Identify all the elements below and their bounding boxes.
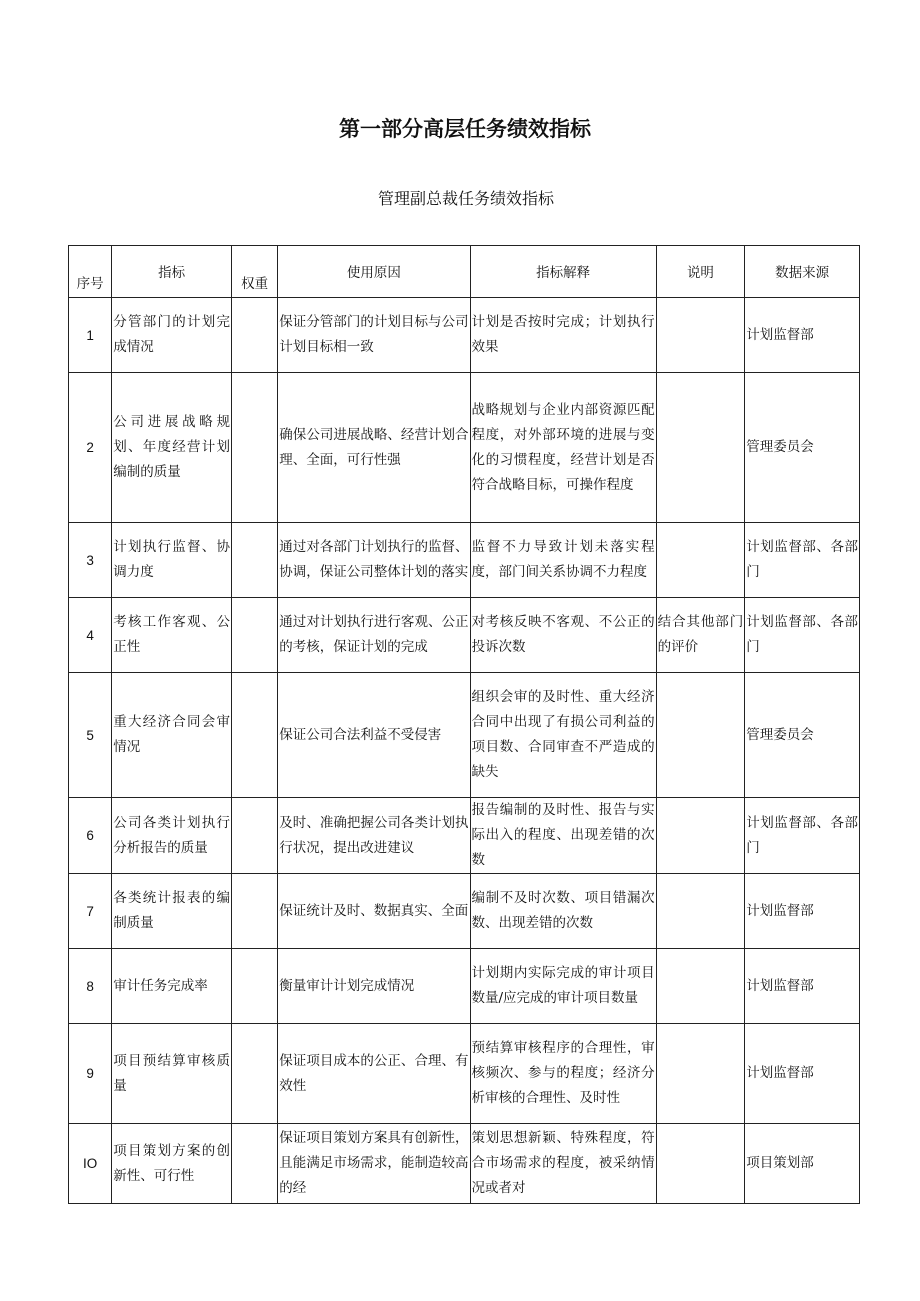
row-source: 计划监督部 (745, 298, 860, 373)
table-row (69, 798, 860, 874)
row-indicator: 公司各类计划执行分析报告的质量 (112, 798, 232, 874)
row-note (656, 949, 745, 1024)
table-row (69, 949, 860, 1024)
header-reason: 使用原因 (278, 246, 470, 298)
table-row (69, 373, 860, 523)
row-reason: 及时、准确把握公司各类计划执行状况，提出改进建议 (278, 798, 470, 874)
row-note (656, 874, 745, 949)
row-source: 计划监督部 (745, 1024, 860, 1124)
row-explanation: 战略规划与企业内部资源匹配程度，对外部环境的进展与变化的习惯程度，经营计划是否符合战略目标，可操作程度 (470, 373, 656, 523)
row-reason: 保证公司合法利益不受侵害 (278, 673, 470, 798)
row-note (656, 673, 745, 798)
row-explanation: 预结算审核程序的合理性，审核频次、参与的程度；经济分析审核的合理性、及时性 (470, 1024, 656, 1124)
row-source: 计划监督部 (745, 874, 860, 949)
row-explanation: 组织会审的及时性、重大经济合同中出现了有损公司利益的项目数、合同审查不严造成的缺失 (470, 673, 656, 798)
row-explanation: 策划思想新颖、特殊程度，符合市场需求的程度，被采纳情况或者对 (470, 1124, 656, 1204)
row-num: 4 (69, 598, 112, 673)
row-indicator: 分管部门的计划完成情况 (112, 298, 232, 373)
row-num: IO (69, 1124, 112, 1204)
row-source: 计划监督部、各部门 (745, 798, 860, 874)
table-row (69, 598, 860, 673)
row-num: 2 (69, 373, 112, 523)
row-num: 1 (69, 298, 112, 373)
page-title: 第一部分高层任务绩效指标 (339, 117, 591, 141)
table-row (69, 1124, 860, 1204)
row-source: 管理委员会 (745, 373, 860, 523)
row-note (656, 1124, 745, 1204)
row-indicator: 审计任务完成率 (112, 949, 232, 1024)
table-header-row (69, 246, 860, 298)
header-source: 数据来源 (745, 246, 860, 298)
header-num: 序号 (69, 246, 112, 298)
row-explanation: 计划期内实际完成的审计项目数量/应完成的审计项目数量 (470, 949, 656, 1024)
row-indicator: 计划执行监督、协调力度 (112, 523, 232, 598)
row-num: 8 (69, 949, 112, 1024)
row-explanation: 编制不及时次数、项目错漏次数、出现差错的次数 (470, 874, 656, 949)
row-source: 管理委员会 (745, 673, 860, 798)
header-indicator: 指标 (112, 246, 232, 298)
row-weight (232, 298, 278, 373)
row-weight (232, 598, 278, 673)
row-num: 5 (69, 673, 112, 798)
row-reason: 衡量审计计划完成情况 (278, 949, 470, 1024)
row-reason: 通过对各部门计划执行的监督、协调，保证公司整体计划的落实 (278, 523, 470, 598)
row-explanation: 报告编制的及时性、报告与实际出入的程度、出现差错的次数 (470, 798, 656, 874)
row-note (656, 1024, 745, 1124)
table-row (69, 874, 860, 949)
row-indicator: 各类统计报表的编制质量 (112, 874, 232, 949)
row-source: 计划监督部、各部门 (745, 523, 860, 598)
row-note (656, 373, 745, 523)
row-source: 计划监督部、各部门 (745, 598, 860, 673)
row-reason: 确保公司进展战略、经营计划合理、全面，可行性强 (278, 373, 470, 523)
row-indicator: 重大经济合同会审情况 (112, 673, 232, 798)
row-source: 项目策划部 (745, 1124, 860, 1204)
row-note (656, 798, 745, 874)
row-weight (232, 523, 278, 598)
row-weight (232, 798, 278, 874)
row-weight (232, 1024, 278, 1124)
table-row (69, 673, 860, 798)
row-source: 计划监督部 (745, 949, 860, 1024)
kpi-table (68, 245, 860, 1204)
row-explanation: 监督不力导致计划未落实程度，部门间关系协调不力程度 (470, 523, 656, 598)
row-explanation: 计划是否按时完成；计划执行效果 (470, 298, 656, 373)
row-explanation: 对考核反映不客观、不公正的投诉次数 (470, 598, 656, 673)
row-weight (232, 673, 278, 798)
header-explanation: 指标解释 (470, 246, 656, 298)
row-indicator: 项目策划方案的创新性、可行性 (112, 1124, 232, 1204)
table-row (69, 523, 860, 598)
row-num: 6 (69, 798, 112, 874)
row-weight (232, 874, 278, 949)
row-weight (232, 949, 278, 1024)
header-note: 说明 (656, 246, 745, 298)
row-reason: 保证统计及时、数据真实、全面 (278, 874, 470, 949)
row-reason: 保证项目成本的公正、合理、有效性 (278, 1024, 470, 1124)
row-reason: 保证项目策划方案具有创新性，且能满足市场需求，能制造较高的经 (278, 1124, 470, 1204)
row-weight (232, 1124, 278, 1204)
row-reason: 保证分管部门的计划目标与公司计划目标相一致 (278, 298, 470, 373)
table-row (69, 1024, 860, 1124)
row-reason: 通过对计划执行进行客观、公正的考核，保证计划的完成 (278, 598, 470, 673)
row-indicator: 考核工作客观、公正性 (112, 598, 232, 673)
row-indicator: 公司进展战略规划、年度经营计划编制的质量 (112, 373, 232, 523)
page-subtitle: 管理副总裁任务绩效指标 (377, 189, 554, 208)
row-note (656, 298, 745, 373)
row-indicator: 项目预结算审核质量 (112, 1024, 232, 1124)
header-weight: 权重 (232, 246, 278, 298)
row-num: 9 (69, 1024, 112, 1124)
row-weight (232, 373, 278, 523)
row-note (656, 523, 745, 598)
row-note: 结合其他部门的评价 (656, 598, 745, 673)
row-num: 3 (69, 523, 112, 598)
table-row (69, 298, 860, 373)
row-num: 7 (69, 874, 112, 949)
